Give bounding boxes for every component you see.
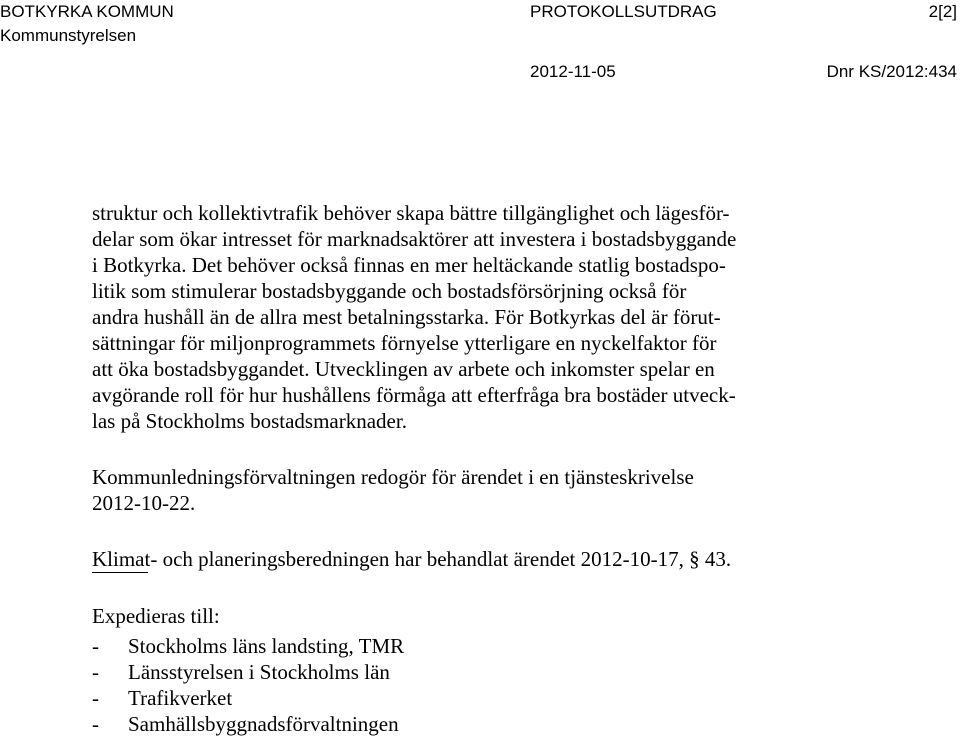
organization-name: BOTKYRKA KOMMUN: [0, 2, 174, 21]
text-line: i Botkyrka. Det behöver också finnas en mer heltäckande statlig bostadspo-: [92, 253, 726, 277]
separator-line: [92, 572, 148, 573]
text-line: att öka bostadsbyggandet. Utvecklingen av arbete och inkomster spelar en: [92, 357, 715, 381]
list-item: [92, 711, 942, 737]
list-dash: -: [92, 634, 99, 658]
distribution-list: [92, 633, 942, 737]
text-line: 2012-10-22.: [92, 491, 196, 515]
protocol-body: [92, 200, 942, 737]
text-line: litik som stimulerar bostadsbyggande och bostadsförsörjning också för: [92, 279, 687, 303]
recipient: Trafikverket: [128, 686, 233, 710]
text-line: sättningar för miljonprogrammets förnyelse ytterligare en nyckelfaktor för: [92, 331, 717, 355]
distribution-heading: Expedieras till:: [92, 604, 220, 628]
text-line: avgörande roll för hur hushållens förmåga att efterfråga bra bostäder utveck-: [92, 383, 736, 407]
paragraph-context: [92, 200, 942, 434]
list-item: [92, 659, 942, 685]
text-line: struktur och kollektivtrafik behöver skapa bättre tillgänglighet och lägesför-: [92, 201, 730, 225]
diary-number: Dnr KS/2012:434: [826, 62, 957, 81]
list-dash: -: [92, 660, 99, 684]
text-line: delar som ökar intresset för marknadsaktörer att investera i bostadsbyggande: [92, 227, 737, 251]
list-item: [92, 633, 942, 659]
page-number: 2[2]: [928, 2, 957, 21]
text-line: Kommunledningsförvaltningen redogör för ärendet i en tjänsteskrivelse: [92, 465, 694, 489]
list-item: [92, 685, 942, 711]
document-type: PROTOKOLLSUTDRAG: [530, 2, 717, 21]
recipient: Samhällsbyggnadsförvaltningen: [128, 712, 399, 736]
recipient: Stockholms läns landsting, TMR: [128, 634, 405, 658]
paragraph-committee-handling: Klimat- och planeringsberedningen har behandlat ärendet 2012-10-17, § 43.: [92, 547, 732, 571]
text-line: las på Stockholms bostadsmarknader.: [92, 409, 407, 433]
list-dash: -: [92, 686, 99, 710]
recipient: Länsstyrelsen i Stockholms län: [128, 660, 390, 684]
text-line: andra hushåll än de allra mest betalningsstarka. För Botkyrkas del är förut-: [92, 305, 721, 329]
meeting-date: 2012-11-05: [530, 62, 616, 81]
paragraph-report: [92, 464, 942, 516]
committee-name: Kommunstyrelsen: [0, 26, 137, 45]
list-dash: -: [92, 712, 99, 736]
